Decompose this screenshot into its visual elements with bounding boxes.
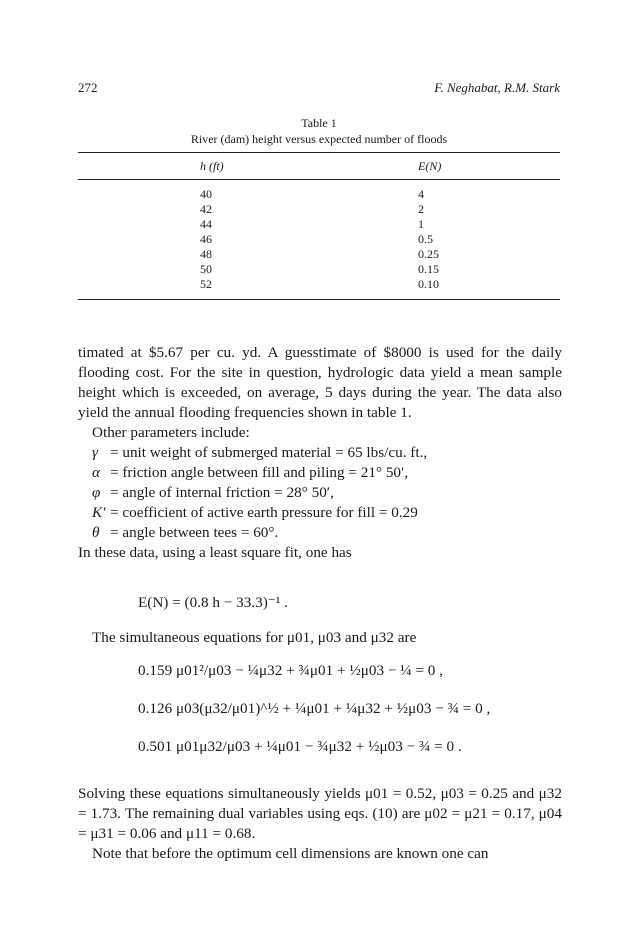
paragraph-solution: Solving these equations simultaneously yields μ01 = 0.52, μ03 = 0.25 and μ32 = 1.73. The remaining dual variables using eqs. (10) are μ02 = μ21 = 0.17, μ04 = μ31 = 0.06 and μ11 = 0.68.: [78, 785, 562, 842]
table-column-h: [200, 187, 212, 292]
table-cell: 0.15: [418, 262, 439, 276]
table-cell: 44: [200, 217, 212, 231]
body-text-intro-equations: [78, 628, 562, 648]
paragraph-flood-cost: timated at $5.67 per cu. yd. A guesstimate of $8000 is used for the daily flooding cost. For the site in question, hydrologic data yield a mean sample height which is exceeded, on average, 5 days during the year. The data also yield the annual flooding frequencies shown in table 1.: [78, 344, 562, 421]
table-cell: 0.25: [418, 247, 439, 261]
equation-fit: E(N) = (0.8 h − 33.3)⁻¹ .: [138, 594, 288, 611]
definition-phi: [78, 483, 562, 503]
definition-theta: [78, 523, 562, 543]
definition-text: = unit weight of submerged material = 65 lbs/cu. ft.,: [110, 444, 428, 461]
table-caption: River (dam) height versus expected number of floods: [190, 132, 448, 146]
table-cell: 42: [200, 202, 212, 216]
definition-text: = angle between tees = 60°.: [110, 524, 279, 541]
symbol-theta: θ: [92, 524, 100, 541]
body-text-lower: [78, 784, 562, 864]
body-text-upper: [78, 343, 562, 563]
table-column-e: [418, 187, 439, 292]
table-cell: 48: [200, 247, 212, 261]
page-number: 272: [78, 80, 98, 95]
definition-gamma: [78, 443, 562, 463]
table-cell: 52: [200, 277, 212, 291]
paragraph-note: Note that before the optimum cell dimensions are known one can: [92, 845, 489, 862]
definition-text: = friction angle between fill and piling = 21° 50′,: [110, 464, 409, 481]
table-cell: 50: [200, 262, 212, 276]
running-header: [78, 80, 560, 98]
table-title: Table 1: [301, 116, 337, 130]
table-header-e: E(N): [418, 159, 442, 173]
table-bottom-rule: [78, 299, 560, 300]
symbol-gamma: γ: [92, 444, 98, 461]
symbol-alpha: α: [92, 464, 100, 481]
table-cell: 46: [200, 232, 212, 246]
table-cell: 40: [200, 187, 212, 201]
table-cell: 1: [418, 217, 424, 231]
equation-2: 0.126 μ03(μ32/μ01)^½ + ¼μ01 + ¼μ32 + ½μ03 − ¾ = 0 ,: [138, 700, 491, 717]
table-header-rule: [78, 179, 560, 180]
symbol-phi: φ: [92, 484, 101, 501]
table-cell: 0.10: [418, 277, 439, 291]
table-cell: 2: [418, 202, 424, 216]
table-cell: 0.5: [418, 232, 433, 246]
table-cell: 4: [418, 187, 424, 201]
running-authors: F. Neghabat, R.M. Stark: [434, 80, 560, 95]
paragraph-least-square: In these data, using a least square fit, one has: [78, 544, 352, 561]
definition-text: = angle of internal friction = 28° 50′,: [110, 484, 334, 501]
symbol-k: K′: [92, 504, 106, 521]
paragraph-simultaneous: The simultaneous equations for μ01, μ03 and μ32 are: [92, 629, 417, 646]
table-top-rule: [78, 152, 560, 153]
table-header-h: h (ft): [200, 159, 224, 173]
definition-k: [78, 503, 562, 523]
paragraph-parameters: Other parameters include:: [92, 424, 250, 441]
definition-text: = coefficient of active earth pressure for fill = 0.29: [110, 504, 418, 521]
equation-1: 0.159 μ01²/μ03 − ¼μ32 + ¾μ01 + ½μ03 − ¼ = 0 ,: [138, 662, 443, 679]
definition-alpha: [78, 463, 562, 483]
equation-3: 0.501 μ01μ32/μ03 + ¼μ01 − ¾μ32 + ½μ03 − ¾ = 0 .: [138, 738, 462, 755]
